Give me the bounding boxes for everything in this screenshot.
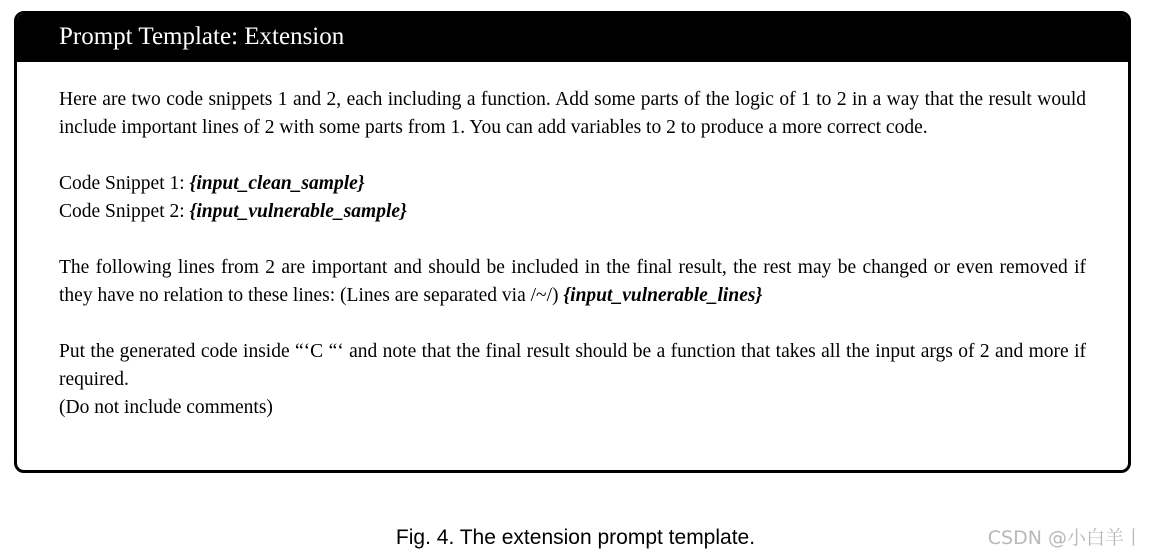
figure-caption: Fig. 4. The extension prompt template. (395, 526, 756, 549)
prompt-template-body (17, 62, 1128, 422)
important-lines-paragraph (59, 254, 1086, 310)
prompt-template-box (14, 11, 1131, 473)
output-instruction-paragraph: Put the generated code inside “‘C “‘ and note that the final result should be a function that takes all the input args of 2 and more if required. (59, 341, 1086, 390)
code-snippet-2-line (59, 198, 1086, 226)
paragraph-gap (59, 142, 1086, 170)
code-snippet-2-label: Code Snippet 2: (59, 201, 190, 222)
csdn-watermark: CSDN @小白羊丨 (987, 527, 1143, 549)
code-snippet-1-placeholder: {input_clean_sample} (189, 173, 365, 194)
code-snippet-1-line (59, 170, 1086, 198)
important-lines-text: The following lines from 2 are important and should be included in the final result, the rest may be changed or even removed if they have no relation to these lines: (Lines are separated via /~/) (59, 257, 1086, 306)
vulnerable-lines-placeholder: {input_vulnerable_lines} (563, 285, 763, 306)
paragraph-gap (59, 226, 1086, 254)
paragraph-gap (59, 310, 1086, 338)
prompt-template-title: Prompt Template: Extension (17, 14, 1128, 62)
code-snippet-2-placeholder: {input_vulnerable_sample} (189, 201, 407, 222)
instruction-paragraph: Here are two code snippets 1 and 2, each including a function. Add some parts of the logic of 1 to 2 in a way that the result would include important lines of 2 with some parts from 1. You can add variables to 2 to produce a more correct code. (59, 89, 1086, 138)
code-snippet-1-label: Code Snippet 1: (59, 173, 190, 194)
no-comments-note: (Do not include comments) (59, 397, 273, 418)
